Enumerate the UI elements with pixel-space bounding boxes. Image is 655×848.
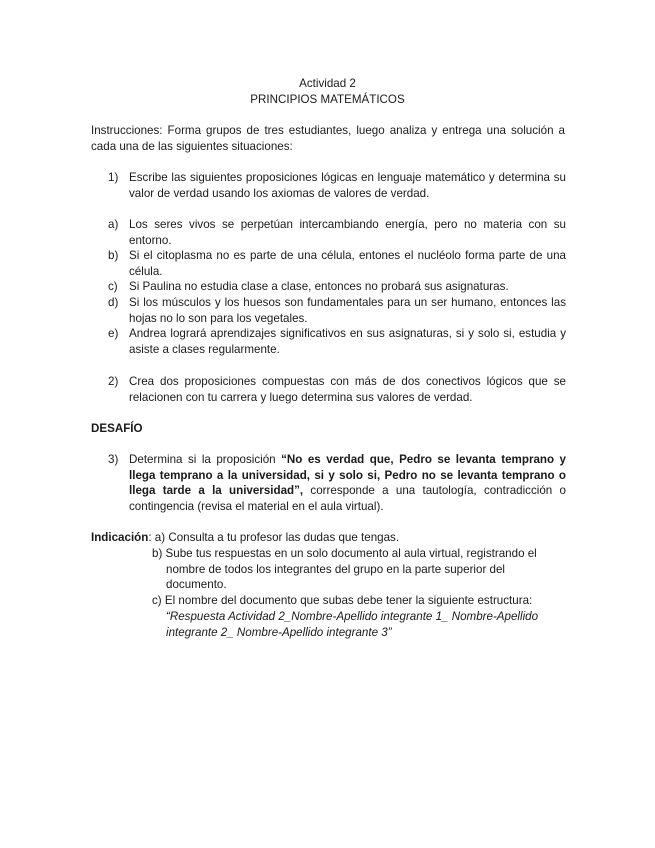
page-title: PRINCIPIOS MATEMÁTICOS <box>250 93 405 106</box>
list-item-number: 1) <box>108 171 119 184</box>
indication-c: c) El nombre del documento que subas debe tener la siguiente estructura: <box>152 594 533 607</box>
sub-item-letter: a) <box>108 218 119 231</box>
sub-item-letter: c) <box>108 280 118 293</box>
challenge-text-before: Determina si la proposición <box>129 453 282 466</box>
list-item-number: 2) <box>108 375 119 388</box>
filename-text: “Respuesta Actividad 2_Nombre-Apellido integrante 1_ Nombre-Apellido integrante 2_ Nombre-Apellido integrante 3” <box>166 610 539 639</box>
list-item-text: Crea dos proposiciones compuestas con más de dos conectivos lógicos que se relacionen con tu carrera y luego determina sus valores de verdad. <box>129 375 566 404</box>
sub-item-letter: e) <box>108 327 119 340</box>
indication-label: Indicación <box>91 531 149 544</box>
indication-a: : a) Consulta a tu profesor las dudas que tengas. <box>148 531 400 544</box>
list-item-number: 3) <box>108 453 119 466</box>
activity-label: Actividad 2 <box>299 77 356 90</box>
list-item-text <box>129 452 566 514</box>
sub-item-text: Andrea logrará aprendizajes significativos en sus asignaturas, si y solo si, estudia y asiste a clases regularmente. <box>129 327 566 356</box>
sub-item-letter: b) <box>108 249 119 262</box>
challenge-heading: DESAFÍO <box>91 422 143 435</box>
sub-item-text: Si los músculos y los huesos son fundamentales para un ser humano, entonces las hojas no lo son para los vegetales. <box>129 296 566 325</box>
list-item-text: Escribe las siguientes proposiciones lógicas en lenguaje matemático y determina su valor de verdad usando los axiomas de valores de verdad. <box>129 171 566 200</box>
challenge-proposition: “No es verdad que, Pedro se levanta temprano y llega temprano a la universidad, si y solo si, Pedro no se levanta temprano o llega tarde a la universidad”, <box>129 453 566 497</box>
challenge-text-after: corresponde a una tautología, contradicción o contingencia (revisa el material en el aula virtual). <box>129 484 566 513</box>
sub-item-text: Si Paulina no estudia clase a clase, entonces no probará sus asignaturas. <box>129 280 509 293</box>
instructions-paragraph: Instrucciones: Forma grupos de tres estudiantes, luego analiza y entrega una solución a cada una de las siguientes situaciones: <box>91 124 565 153</box>
indication-line-a <box>91 530 399 546</box>
sub-item-text: Si el citoplasma no es parte de una célula, entones el nucléolo forma parte de una célula. <box>129 249 566 278</box>
indication-b: b) Sube tus respuestas en un solo documento al aula virtual, registrando el nombre de todos los integrantes del grupo en la parte superior del documento. <box>152 547 537 591</box>
sub-item-letter: d) <box>108 296 119 309</box>
filename-structure <box>166 609 560 640</box>
sub-item-text: Los seres vivos se perpetúan intercambiando energía, pero no materia con su entorno. <box>129 218 566 247</box>
